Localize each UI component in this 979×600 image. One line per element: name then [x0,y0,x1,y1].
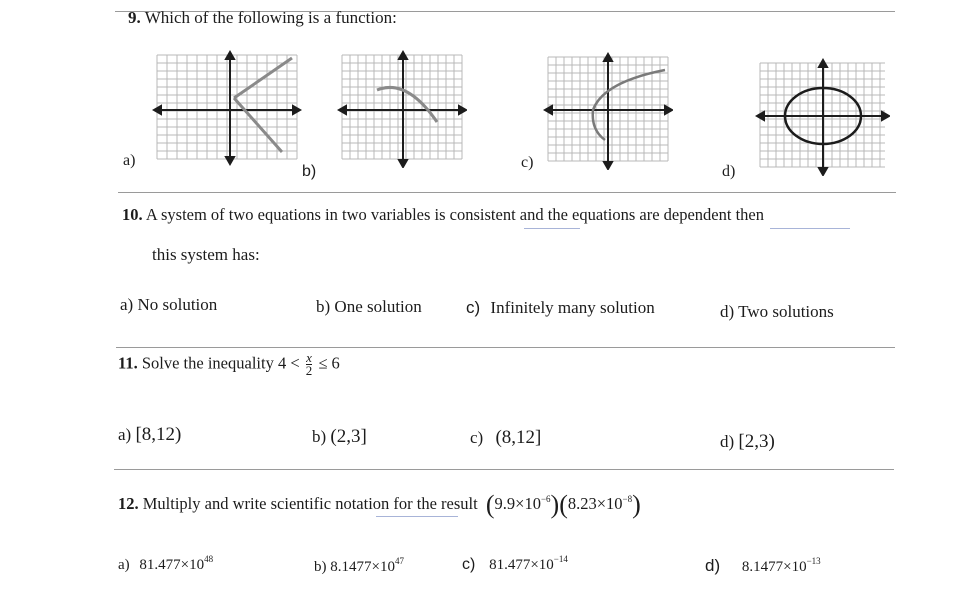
q10-text-line2: this system has: [152,245,260,264]
q10-option-d[interactable] [720,302,834,322]
q12-option-a[interactable] [118,554,214,574]
q9-graph-b[interactable] [337,50,467,168]
q12-option-a-exp: 48 [204,554,214,564]
q11-option-a[interactable] [118,424,181,446]
q11-frac-den: 2 [305,363,313,378]
q9-graph-c[interactable] [543,52,673,170]
pen-underline-scientific [376,516,458,517]
q9-option-c-label[interactable]: c) [521,154,534,171]
q12-option-c[interactable] [462,556,568,574]
q11-option-b-text: (2,3] [330,426,367,447]
q11-option-d-text: [2,3) [738,431,775,452]
q10-option-b[interactable] [316,297,422,317]
q11-fraction [306,352,313,377]
q11-option-a-text: [8,12) [135,424,182,445]
q12-number: 12. [118,494,139,513]
q12-text: Multiply and write scientific notation for the result [142,494,478,513]
q12-option-b-exp: 47 [394,556,404,566]
q12-exp2: −8 [622,494,633,504]
q10-title [122,205,764,225]
q9-number: 9. [128,8,141,27]
q12-expression: $(9.9\times 10^{-6})(8.23\times 10^{-8})$ [485,490,641,519]
q10-option-a-label: a) [120,295,134,314]
q11-title [118,352,340,377]
q9-option-b-label[interactable]: b) [302,163,317,180]
q12-expr2: 8.23×10 [567,494,623,513]
q9-title [128,8,397,28]
q11-option-a-label: a) [118,425,132,444]
pen-underline-consistent [524,228,580,229]
q9-graph-a[interactable] [152,50,302,166]
q10-text: A system of two equations in two variables is consistent and the equations are dependent then [145,205,764,224]
q11-rule [114,469,894,470]
q10-option-b-label: b) [316,297,331,316]
q12-option-b-mant: 8.1477×10 [330,559,395,575]
q10-rule [116,347,895,348]
q10-option-a[interactable] [120,295,217,315]
q12-exp1: −6 [540,494,551,504]
q11-option-c-text: (8,12] [495,427,542,448]
curve [234,58,292,152]
q10-option-a-text: No solution [137,295,218,314]
q11-option-d-label: d) [720,432,735,451]
q12-option-d[interactable] [705,556,821,576]
q10-option-d-label: d) [720,302,735,321]
q10-option-b-text: One solution [334,297,422,316]
q9-rule [118,192,896,193]
q10-option-c-label: c) [466,298,481,317]
q11-text: Solve the inequality 4 < [141,353,300,373]
q10-number: 10. [122,205,143,224]
q11-number: 11. [118,353,138,373]
q11-option-c-label: c) [470,428,484,447]
q12-option-c-label: c) [462,556,476,573]
q9-option-a-label[interactable]: a) [123,152,136,169]
axes [757,60,889,175]
q10-option-c[interactable] [466,298,655,318]
q12-option-d-label: d) [705,556,721,575]
pen-underline-dependent [770,228,850,229]
q12-option-d-mant: 8.1477×10 [741,559,807,575]
q11-text-after: ≤ 6 [318,353,340,373]
q12-option-c-exp: −14 [553,554,568,564]
q9-option-d-label[interactable]: d) [722,163,736,180]
q11-option-b-label: b) [312,427,327,446]
q10-option-d-text: Two solutions [738,302,834,321]
q11-frac-num: x [306,350,312,365]
q11-option-c[interactable] [470,427,541,449]
curve [377,87,437,122]
q12-option-b-label: b) [314,559,327,575]
q12-option-c-mant: 81.477×10 [489,557,554,573]
q12-option-a-label: a) [118,557,130,573]
q12-option-b[interactable] [314,556,404,576]
q10-option-c-text: Infinitely many solution [490,298,655,317]
q11-option-b[interactable] [312,426,367,448]
q12-option-d-exp: −13 [806,556,821,566]
q9-text: Which of the following is a function: [144,8,397,27]
q12-expr1: 9.9×10 [494,494,541,513]
q12-option-a-mant: 81.477×10 [139,557,205,573]
q9-graph-d[interactable] [755,58,890,176]
q11-option-d[interactable] [720,431,775,453]
